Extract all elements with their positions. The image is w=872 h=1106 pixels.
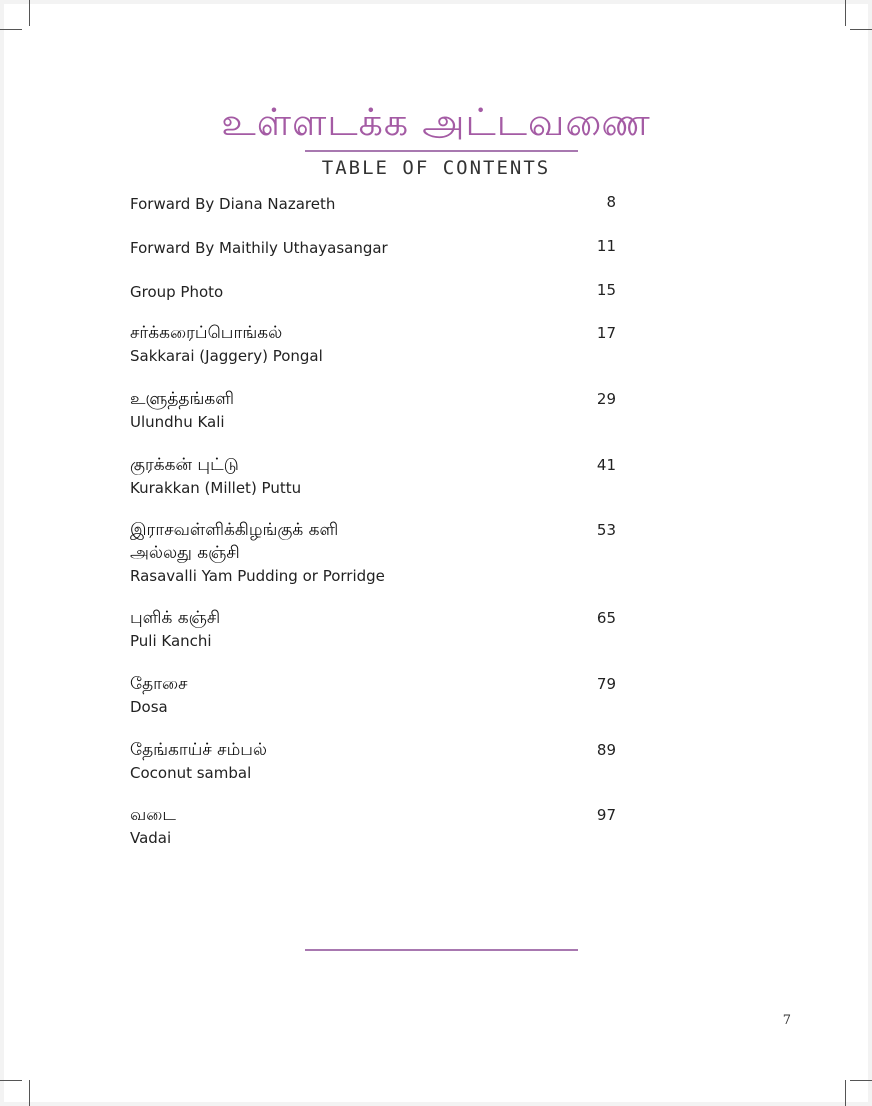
title-rule <box>305 150 578 152</box>
entry-title-english: Vadai <box>130 829 172 847</box>
toc-entry[interactable] <box>130 454 620 499</box>
footer-rule <box>305 949 578 951</box>
entry-title-tamil: உளுத்தங்களி <box>130 389 235 409</box>
entry-title-english: Puli Kanchi <box>130 632 212 650</box>
entry-page-number: 97 <box>596 806 616 824</box>
toc-entry[interactable] <box>130 237 620 259</box>
entry-title: Forward By Diana Nazareth <box>130 195 336 213</box>
entry-page-number: 17 <box>596 324 616 342</box>
page-title-tamil: உள்ளடக்க அட்டவணை <box>221 100 651 144</box>
entry-title-tamil: புளிக் கஞ்சி <box>130 608 221 628</box>
page-number: 7 <box>782 1013 791 1028</box>
entry-page-number: 41 <box>596 456 616 474</box>
entry-page-number: 11 <box>596 237 616 255</box>
crop-mark <box>850 1080 872 1081</box>
toc-entry[interactable] <box>130 607 620 652</box>
entry-page-number: 15 <box>596 281 616 299</box>
entry-title-english: Kurakkan (Millet) Puttu <box>130 479 302 497</box>
toc-entry[interactable] <box>130 519 620 587</box>
toc-entry[interactable] <box>130 804 620 849</box>
crop-mark <box>850 29 872 30</box>
toc-entry[interactable] <box>130 739 620 784</box>
entry-page-number: 29 <box>596 390 616 408</box>
entry-title: Forward By Maithily Uthayasangar <box>130 239 388 257</box>
entry-page-number: 79 <box>596 675 616 693</box>
crop-mark <box>845 1080 846 1106</box>
entry-title-tamil: குரக்கன் புட்டு <box>130 455 239 475</box>
crop-mark <box>0 1080 22 1081</box>
entry-title-tamil: வடை <box>130 805 176 825</box>
entry-title-tamil: இராசவள்ளிக்கிழங்குக் களி அல்லது கஞ்சி <box>130 520 339 563</box>
entry-title: Group Photo <box>130 283 224 301</box>
entry-page-number: 53 <box>596 521 616 539</box>
entry-title-tamil: தேங்காய்ச் சம்பல் <box>130 740 268 760</box>
toc-entry[interactable] <box>130 193 620 215</box>
entry-title-tamil: சர்க்கரைப்பொங்கல் <box>130 323 283 343</box>
entry-title-english: Coconut sambal <box>130 764 252 782</box>
page-title-english: TABLE OF CONTENTS <box>321 157 551 179</box>
crop-mark <box>29 0 30 26</box>
toc-entry[interactable] <box>130 281 620 303</box>
entry-title-english: Rasavalli Yam Pudding or Porridge <box>130 567 385 585</box>
crop-mark <box>0 29 22 30</box>
entry-title-tamil: தோசை <box>130 674 188 694</box>
toc-entry[interactable] <box>130 673 620 718</box>
crop-mark <box>29 1080 30 1106</box>
entry-page-number: 65 <box>596 609 616 627</box>
entry-title-english: Ulundhu Kali <box>130 413 225 431</box>
entry-page-number: 89 <box>596 741 616 759</box>
entry-title-english: Dosa <box>130 698 168 716</box>
crop-mark <box>845 0 846 26</box>
toc-entry[interactable] <box>130 322 620 367</box>
toc-entry[interactable] <box>130 388 620 433</box>
entry-page-number: 8 <box>606 193 616 211</box>
entry-title-english: Sakkarai (Jaggery) Pongal <box>130 347 323 365</box>
